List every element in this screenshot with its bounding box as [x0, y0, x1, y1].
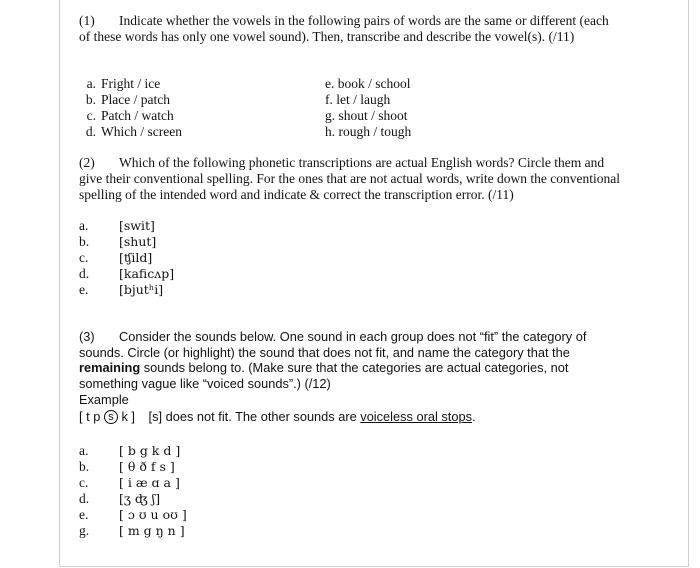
question-1-list-left [74, 76, 182, 140]
question-3 [79, 329, 614, 391]
example-label: Example [79, 392, 129, 407]
list-item: c. Patch / watch [86, 108, 174, 123]
list-item: b. [shut] [79, 234, 157, 249]
example-line: [ t p s k ] [s] does not fit. The other sounds are voiceless oral stops. [79, 409, 476, 424]
example-answer: voiceless oral stops [360, 409, 472, 424]
question-2 [79, 155, 624, 203]
question-3-text-b: sounds belong to. (Make sure that the categories are actual categories, not something vague like “voiced sounds”.) (/12) [79, 360, 569, 391]
list-item: a. [ b g k d ] [79, 443, 181, 458]
example-set-open: [ t p [79, 409, 104, 424]
example-set-close: k ] [117, 409, 135, 424]
list-item: e. [bjutʰi] [79, 282, 164, 297]
example-note: [s] does not fit. The other sounds are [148, 409, 361, 424]
list-item: e. [ ɔ ʊ u oʊ ] [79, 507, 187, 522]
question-1-list-right [325, 76, 411, 140]
question-1 [79, 13, 619, 45]
question-3-emphasis: remaining [79, 360, 141, 375]
list-item: a. Fright / ice [86, 76, 161, 91]
list-item: e. book / school [325, 76, 411, 91]
list-item: f. let / laugh [325, 92, 391, 107]
question-1-number: (1) [79, 13, 95, 28]
question-2-text: Which of the following phonetic transcriptions are actual English words? Circle them and give their conventional spelling. For the ones that are not actual words, write down the conventional spelling of the intended word and indicate & correct the transcription error. (/11) [79, 155, 620, 202]
list-item: b. Place / patch [85, 92, 170, 107]
question-3-number: (3) [79, 329, 95, 344]
list-item: c. [ʧild] [79, 250, 153, 265]
list-item: a. [swit] [79, 218, 155, 233]
question-3-list [79, 443, 187, 539]
list-item: g. shout / shoot [325, 108, 408, 123]
question-2-list [79, 218, 174, 298]
list-item: d. [ʒ ʤ ʃ] [79, 491, 161, 506]
list-item: g. [ m g ŋ n ] [79, 523, 185, 538]
list-item: d. Which / screen [85, 124, 182, 139]
list-item: b. [ θ ð f s ] [79, 459, 175, 474]
question-1-text: Indicate whether the vowels in the following pairs of words are the same or different (each of these words has only one vowel sound). Then, transcribe and describe the vowel(s). (/11) [79, 13, 609, 44]
list-item: h. rough / tough [325, 124, 412, 139]
list-item: d. [kaficʌp] [79, 266, 175, 281]
circled-sound: s [104, 410, 118, 424]
list-item: c. [ i æ ɑ a ] [79, 475, 180, 490]
question-3-text-a: Consider the sounds below. One sound in each group does not “fit” the category of sounds. Circle (or highlight) the sound that does not fit, and name the category that the [79, 329, 587, 360]
question-2-number: (2) [79, 155, 95, 170]
